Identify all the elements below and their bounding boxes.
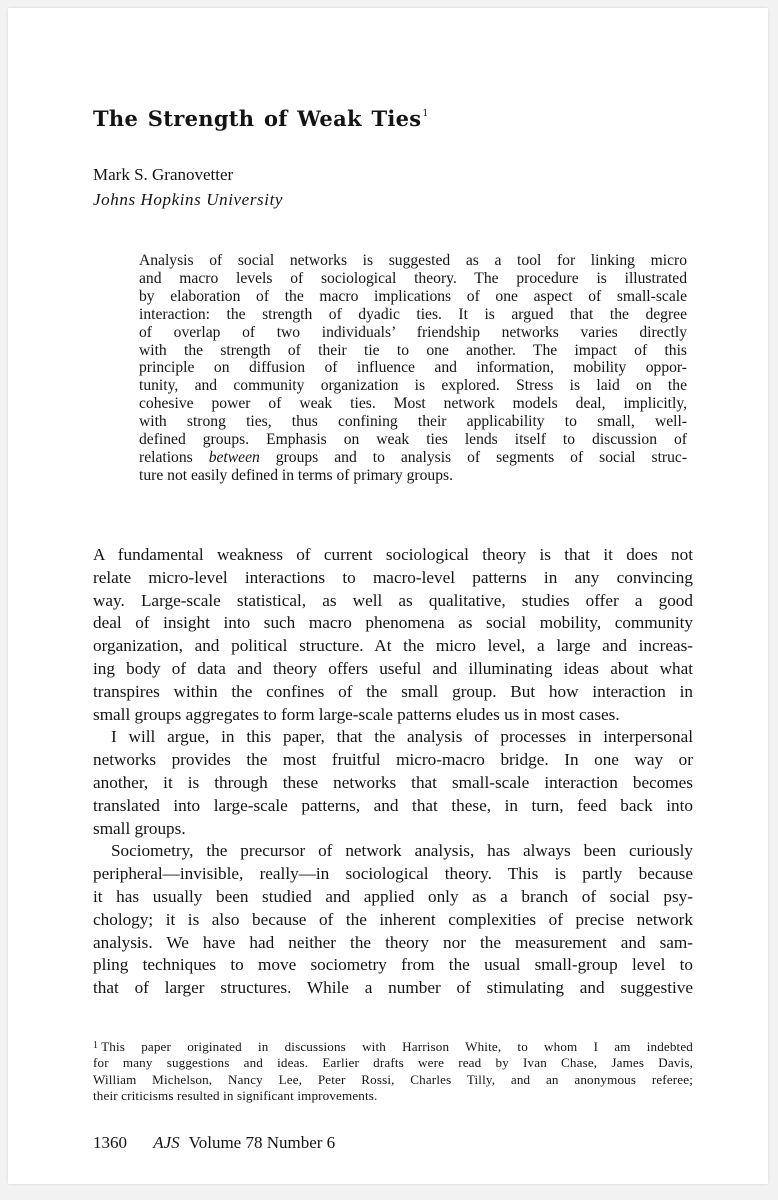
footnote-marker: 1 bbox=[93, 1040, 99, 1051]
footnote-line: their criticisms resulted in significant improvements. bbox=[93, 1088, 378, 1104]
body-line: chology; it is also because of the inherent complexities of precise network bbox=[93, 909, 693, 929]
page-footer bbox=[93, 1133, 335, 1153]
abstract-line: of overlap of two individuals’ friendship networks varies directly bbox=[139, 323, 687, 341]
abstract-line: defined groups. Emphasis on weak ties lends itself to discussion of bbox=[139, 431, 687, 449]
abstract-line: ture not easily defined in terms of primary groups. bbox=[139, 466, 453, 484]
body-line: ing body of data and theory offers useful and illuminating ideas about what bbox=[93, 658, 693, 678]
abstract-line: with the strength of their tie to one another. The impact of this bbox=[139, 341, 687, 359]
journal-volume: Volume 78 Number 6 bbox=[188, 1133, 336, 1152]
body-line: Sociometry, the precursor of network analysis, has always been curiously bbox=[111, 841, 693, 861]
body-line: analysis. We have had neither the theory nor the measurement and sam- bbox=[93, 932, 693, 952]
body-line: peripheral—invisible, really—in sociological theory. This is partly because bbox=[93, 864, 693, 884]
author-affiliation: Johns Hopkins University bbox=[93, 190, 284, 209]
abstract-line: by elaboration of the macro implications of one aspect of small-scale bbox=[139, 287, 687, 305]
abstract-line: with strong ties, thus confining their applicability to small, well- bbox=[139, 413, 687, 431]
abstract-line: tunity, and community organization is explored. Stress is laid on the bbox=[139, 377, 687, 395]
footnote-line: William Michelson, Nancy Lee, Peter Rossi, Charles Tilly, and an anonymous referee; bbox=[93, 1071, 693, 1087]
footnote-text: This paper originated in discussions with Harrison White, to whom I am indebted bbox=[101, 1039, 693, 1054]
paragraph-1 bbox=[93, 544, 693, 726]
page-number: 1360 bbox=[93, 1133, 127, 1152]
footnote-line bbox=[93, 1038, 693, 1055]
author-name: Mark S. Granovetter bbox=[93, 165, 234, 184]
body-line: A fundamental weakness of current sociological theory is that it does not bbox=[93, 545, 693, 564]
abstract-text-segment: groups and to analysis of segments of social struc- bbox=[259, 448, 688, 466]
abstract-line: principle on diffusion of influence and information, mobility oppor- bbox=[139, 359, 687, 377]
body-line: another, it is through these networks that small-scale interaction becomes bbox=[93, 772, 693, 792]
footnote bbox=[93, 1038, 693, 1105]
body-line: translated into large-scale patterns, and that these, in turn, feed back into bbox=[93, 795, 693, 815]
abstract-line-with-italic bbox=[139, 449, 687, 467]
footnote-line: for many suggestions and ideas. Earlier drafts were read by Ivan Chase, James Davis, bbox=[93, 1055, 693, 1071]
body-line: I will argue, in this paper, that the analysis of processes in interpersonal bbox=[111, 727, 693, 747]
abstract-line: cohesive power of weak ties. Most network models deal, implicitly, bbox=[139, 395, 687, 413]
paragraph-3 bbox=[93, 840, 693, 1000]
body-line: relate micro-level interactions to macro-level patterns in any convincing bbox=[93, 567, 693, 587]
abstract bbox=[139, 252, 687, 485]
abstract-line: and macro levels of sociological theory. The procedure is illustrated bbox=[139, 269, 687, 287]
article-title-text: The Strength of Weak Ties bbox=[93, 106, 422, 131]
abstract-italic-word: between bbox=[208, 448, 260, 466]
article-title bbox=[93, 106, 428, 131]
paper-page bbox=[8, 8, 768, 1184]
abstract-line: interaction: the strength of dyadic ties. It is argued that the degree bbox=[139, 305, 687, 323]
body-line: it has usually been studied and applied only as a branch of social psy- bbox=[93, 886, 693, 906]
abstract-text-segment: relations bbox=[139, 448, 209, 466]
body-line: organization, and political structure. At the micro level, a large and increas- bbox=[93, 636, 693, 656]
body-line: deal of insight into such macro phenomena as social mobility, community bbox=[93, 613, 693, 633]
body-line: networks provides the most fruitful micro-macro bridge. In one way or bbox=[93, 750, 693, 770]
body-line: small groups. bbox=[93, 818, 186, 838]
body-line: pling techniques to move sociometry from the usual small-group level to bbox=[93, 955, 693, 975]
journal-name: AJS bbox=[153, 1133, 180, 1152]
title-footnote-marker[interactable]: 1 bbox=[422, 109, 429, 119]
paragraph-2 bbox=[93, 726, 693, 840]
body-line: transpires within the confines of the small group. But how interaction in bbox=[93, 681, 693, 701]
body-line: small groups aggregates to form large-scale patterns eludes us in most cases. bbox=[93, 704, 620, 724]
body-line: that of larger structures. While a number of stimulating and suggestive bbox=[93, 978, 693, 998]
body-line: way. Large-scale statistical, as well as qualitative, studies offer a good bbox=[93, 590, 693, 610]
abstract-line: Analysis of social networks is suggested as a tool for linking micro bbox=[139, 252, 687, 269]
body-text bbox=[93, 544, 693, 1000]
